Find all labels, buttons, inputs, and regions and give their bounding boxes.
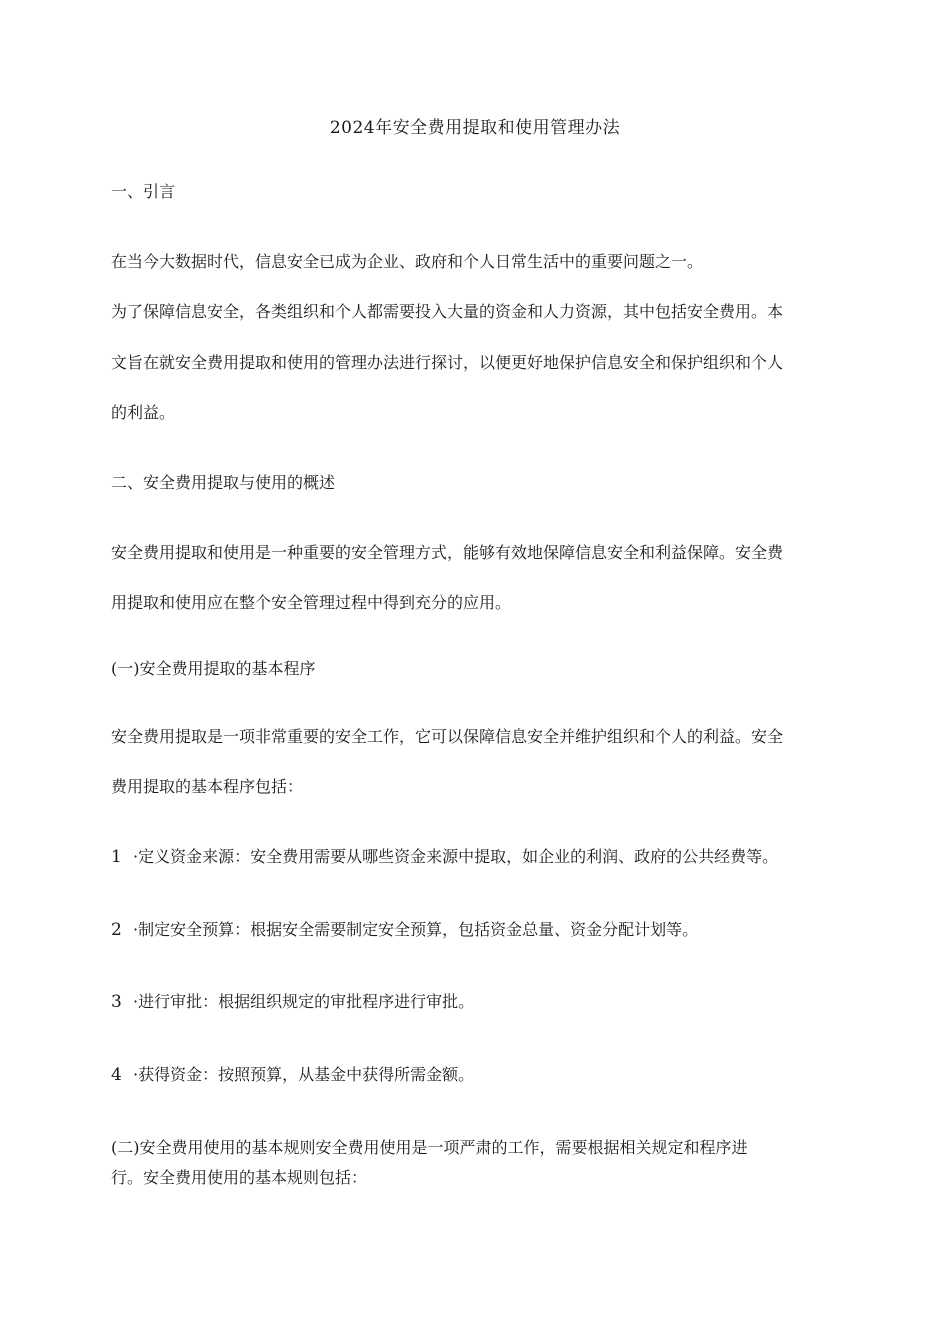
document-title: 2024年安全费用提取和使用管理办法 <box>329 118 621 138</box>
paragraph-line: 安全费用提取是一项非常重要的安全工作，它可以保障信息安全并维护组织和个人的利益。安全 <box>111 727 784 746</box>
list-number: 2 <box>111 920 122 940</box>
paragraph-line: 行。安全费用使用的基本规则包括： <box>111 1168 368 1187</box>
paragraph-line: 费用提取的基本程序包括： <box>111 777 304 796</box>
list-item <box>111 845 846 869</box>
paragraph-line: 安全费用提取和使用是一种重要的安全管理方式，能够有效地保障信息安全和利益保障。安全费 <box>111 543 784 562</box>
section-heading-overview: 二、安全费用提取与使用的概述 <box>111 473 336 492</box>
list-text: ·获得资金：按照预算，从基金中获得所需金额。 <box>133 1065 475 1084</box>
paragraph-line: 用提取和使用应在整个安全管理过程中得到充分的应用。 <box>111 593 512 612</box>
paragraph-line: 文旨在就安全费用提取和使用的管理办法进行探讨，以便更好地保护信息安全和保护组织和个人 <box>111 353 784 372</box>
paragraph-line: 为了保障信息安全，各类组织和个人都需要投入大量的资金和人力资源，其中包括安全费用。本 <box>111 302 784 321</box>
list-text: ·制定安全预算：根据安全需要制定安全预算，包括资金总量、资金分配计划等。 <box>133 920 699 939</box>
list-item <box>111 990 846 1014</box>
list-number: 3 <box>111 992 122 1012</box>
list-number: 4 <box>111 1065 122 1085</box>
paragraph-line: 在当今大数据时代，信息安全已成为企业、政府和个人日常生活中的重要问题之一。 <box>111 252 704 271</box>
subsection-heading-usage: (二)安全费用使用的基本规则安全费用使用是一项严肃的工作，需要根据相关规定和程序进 <box>111 1138 748 1157</box>
list-item <box>111 918 846 942</box>
list-item <box>111 1063 846 1087</box>
section-heading-intro: 一、引言 <box>111 182 176 201</box>
subsection-heading-extraction: (一)安全费用提取的基本程序 <box>111 659 316 678</box>
paragraph-line: 的利益。 <box>111 403 176 422</box>
list-text: ·进行审批：根据组织规定的审批程序进行审批。 <box>133 992 475 1011</box>
list-number: 1 <box>111 847 122 867</box>
list-text: ·定义资金来源：安全费用需要从哪些资金来源中提取，如企业的利润、政府的公共经费等。 <box>133 847 779 866</box>
